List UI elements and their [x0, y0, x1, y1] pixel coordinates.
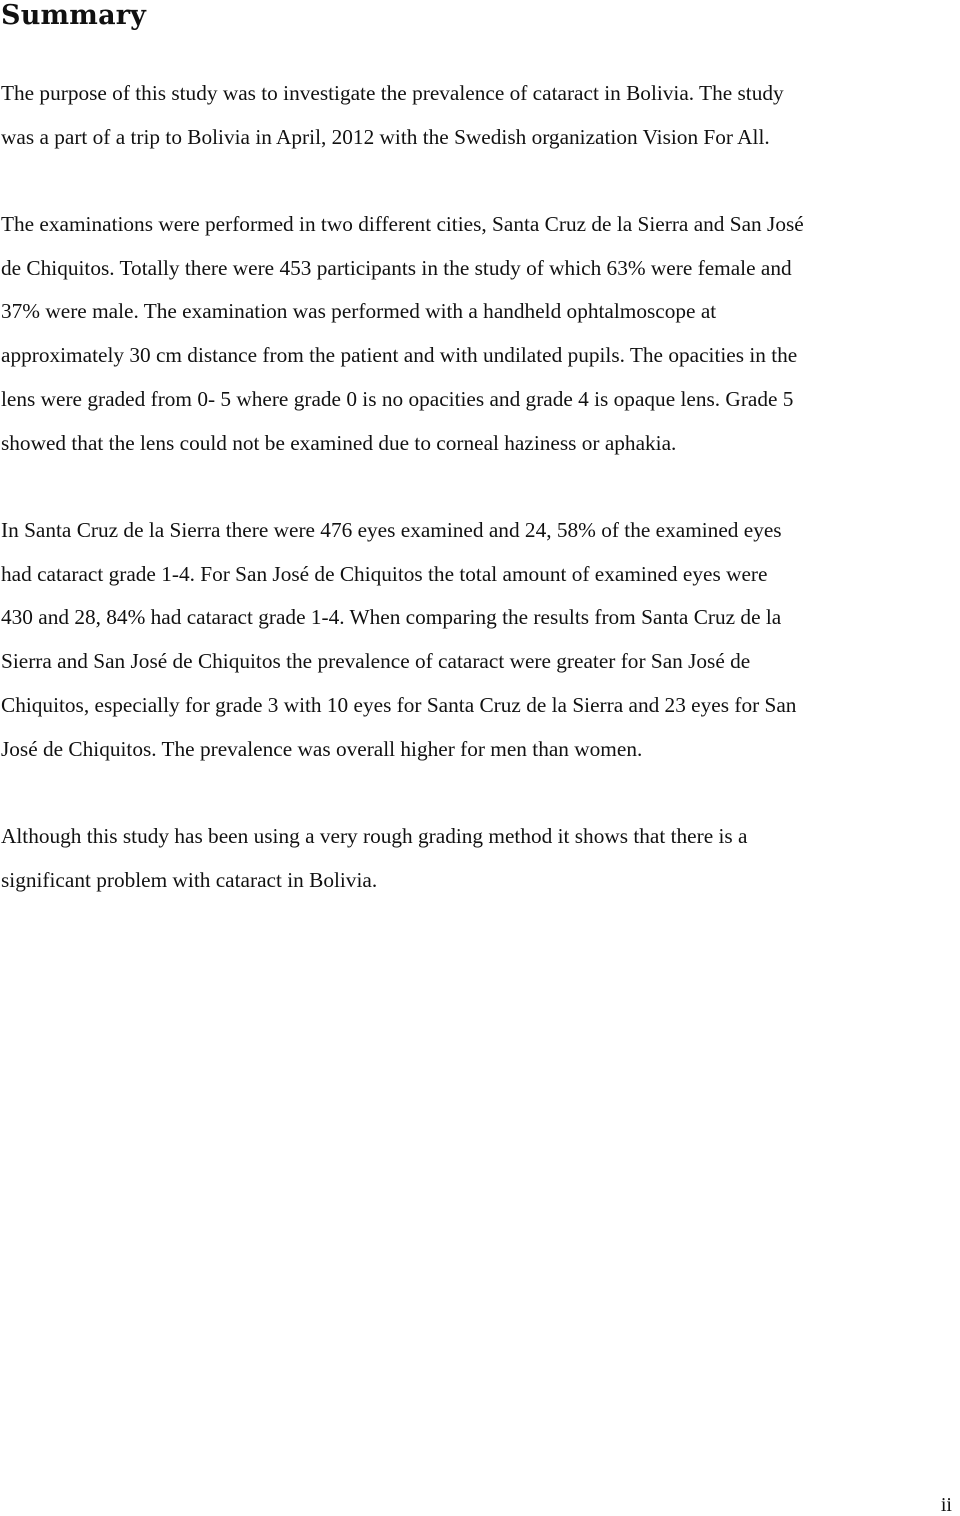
text-line: significant problem with cataract in Bolivia. — [1, 867, 378, 892]
paragraph-conclusion — [1, 815, 747, 902]
page-title: Summary — [1, 0, 147, 31]
text-line: Chiquitos, especially for grade 3 with 10 eyes for Santa Cruz de la Sierra and 23 eyes for San — [1, 692, 797, 717]
text-line: 37% were male. The examination was performed with a handheld ophtalmoscope at — [1, 299, 717, 324]
text-line: lens were graded from 0- 5 where grade 0 is no opacities and grade 4 is opaque lens. Grade 5 — [1, 386, 794, 411]
text-line: The examinations were performed in two different cities, Santa Cruz de la Sierra and San José — [1, 212, 804, 236]
text-line: In Santa Cruz de la Sierra there were 476 eyes examined and 24, 58% of the examined eyes — [1, 518, 782, 542]
text-line: de Chiquitos. Totally there were 453 participants in the study of which 63% were female and — [1, 255, 792, 280]
text-line: Although this study has been using a very rough grading method it shows that there is a — [1, 824, 748, 848]
text-line: approximately 30 cm distance from the patient and with undilated pupils. The opacities in the — [1, 343, 798, 368]
text-line: José de Chiquitos. The prevalence was overall higher for men than women. — [1, 736, 643, 761]
paragraph-results — [1, 509, 796, 771]
text-line: was a part of a trip to Bolivia in April, 2012 with the Swedish organization Vision For All. — [1, 124, 770, 149]
paragraph-purpose — [1, 72, 784, 159]
text-line: showed that the lens could not be examined due to corneal haziness or aphakia. — [1, 430, 677, 455]
text-line: Sierra and San José de Chiquitos the prevalence of cataract were greater for San José de — [1, 649, 751, 674]
text-line: The purpose of this study was to investigate the prevalence of cataract in Bolivia. The study — [1, 81, 784, 105]
page-number: ii — [940, 1494, 952, 1516]
text-line: had cataract grade 1-4. For San José de Chiquitos the total amount of examined eyes were — [1, 561, 768, 586]
paragraph-methods — [1, 203, 804, 465]
text-line: 430 and 28, 84% had cataract grade 1-4. When comparing the results from Santa Cruz de la — [1, 605, 782, 630]
